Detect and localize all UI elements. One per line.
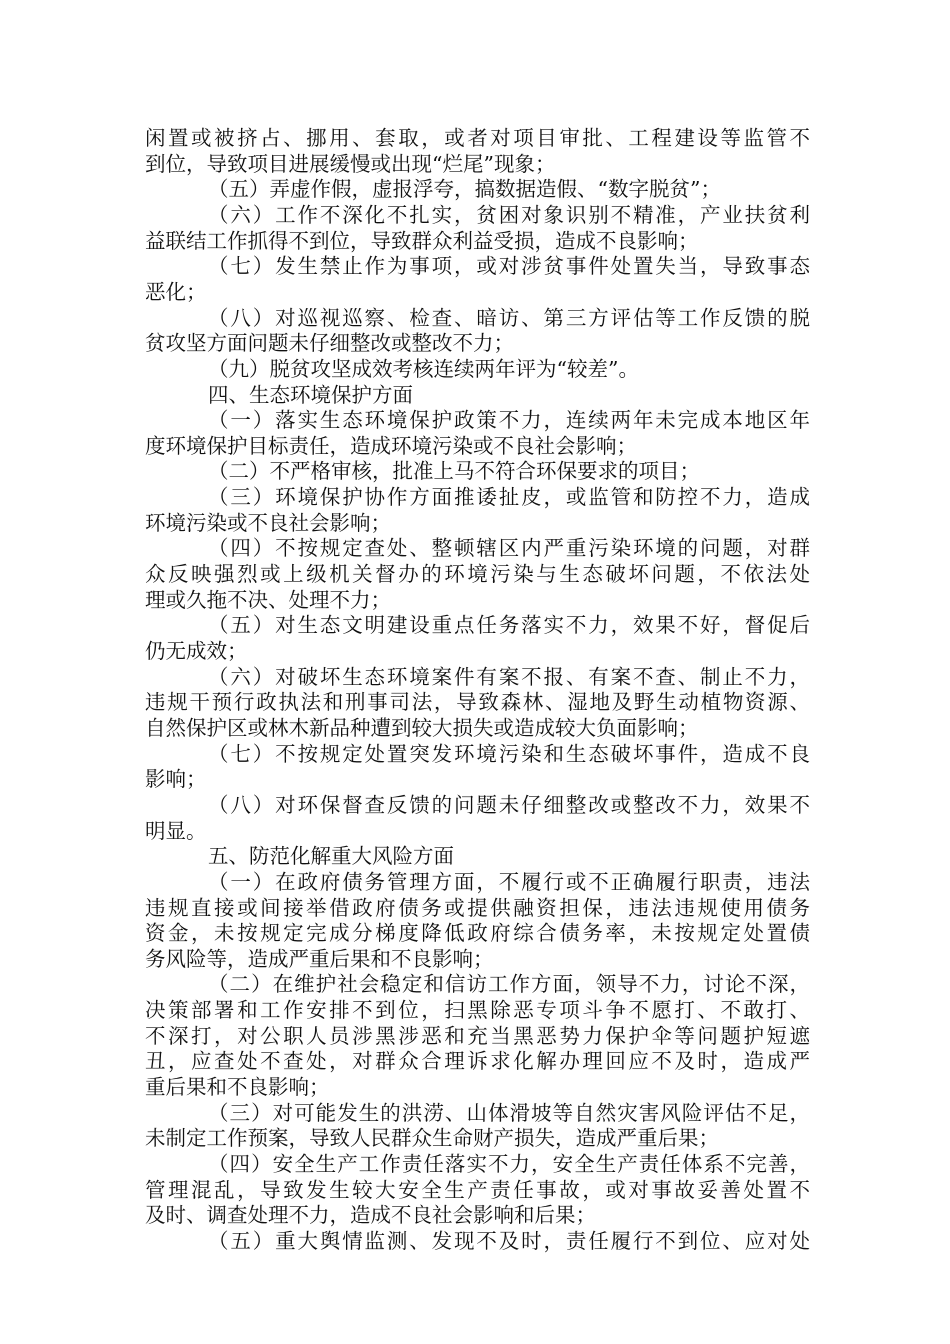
text-line: 环境污染或不良社会影响； (145, 510, 391, 535)
text-line: 理或久拖不决、处理不力； (145, 587, 391, 612)
text-line: （五）重大舆情监测、发现不及时，责任履行不到位、应对处 (208, 1228, 810, 1253)
text-line: 仍无成效； (145, 639, 248, 663)
text-line: （六）工作不深化不扎实，贫困对象识别不精准，产业扶贫利 (208, 202, 810, 227)
text-line: （七）发生禁止作为事项，或对涉贫事件处置失当，导致事态 (208, 254, 810, 279)
text-line: 贫攻坚方面问题未仔细整改或整改不力； (145, 331, 514, 356)
text-line: 丑，应查处不查处，对群众合理诉求化解办理回应不及时，造成严 (145, 1049, 810, 1074)
text-line: 益联结工作抓得不到位，导致群众利益受损，造成不良影响； (145, 228, 699, 253)
text-line: 四、生态环境保护方面 (208, 382, 413, 407)
text-line: 自然保护区或林木新品种遭到较大损失或造成较大负面影响； (145, 715, 699, 740)
text-line: 影响； (145, 767, 207, 792)
text-line: 不深打，对公职人员涉黑涉恶和充当黑恶势力保护伞等问题护短遮 (145, 1023, 810, 1048)
text-line: （九）脱贫攻坚成效考核连续两年评为“较差”。 (208, 356, 639, 381)
text-line: 资金，未按规定完成分梯度降低政府综合债务率，未按规定处置债 (145, 921, 810, 946)
text-line: 到位，导致项目进展缓慢或出现“烂尾”现象； (145, 151, 556, 176)
text-line: 管理混乱，导致发生较大安全生产责任事故，或对事故妥善处置不 (145, 1177, 810, 1202)
text-line: 明显。 (145, 818, 207, 843)
text-line: （一）在政府债务管理方面，不履行或不正确履行职责，违法 (208, 869, 810, 894)
text-line: （八）对环保督查反馈的问题未仔细整改或整改不力，效果不 (208, 792, 810, 817)
text-line: （四）安全生产工作责任落实不力，安全生产责任体系不完善， (208, 1152, 810, 1176)
text-line: （五）弄虚作假，虚报浮夸，搞数据造假、“数字脱贫”； (208, 177, 721, 202)
text-line: 闲置或被挤占、挪用、套取，或者对项目审批、工程建设等监管不 (145, 126, 810, 150)
text-line: （八）对巡视巡察、检查、暗访、第三方评估等工作反馈的脱 (208, 305, 810, 330)
text-line: 及时、调查处理不力，造成不良社会影响和后果； (145, 1203, 596, 1228)
text-line: （七）不按规定处置突发环境污染和生态破坏事件，造成不良 (208, 741, 810, 766)
text-line: （一）落实生态环境保护政策不力，连续两年未完成本地区年 (208, 408, 810, 433)
text-line: 众反映强烈或上级机关督办的环境污染与生态破坏问题，不依法处 (145, 562, 810, 587)
text-line: 未制定工作预案，导致人民群众生命财产损失，造成严重后果； (145, 1126, 719, 1151)
text-line: 违规直接或间接举借政府债务或提供融资担保，违法违规使用债务 (145, 895, 810, 920)
text-line: 重后果和不良影响； (145, 1075, 330, 1100)
text-line: 五、防范化解重大风险方面 (208, 844, 454, 869)
text-line: 违规干预行政执法和刑事司法，导致森林、湿地及野生动植物资源、 (145, 690, 810, 715)
text-line: （三）环境保护协作方面推诿扯皮，或监管和防控不力，造成 (208, 485, 810, 510)
text-line: （六）对破坏生态环境案件有案不报、有案不查、制止不力， (208, 664, 810, 689)
text-line: 度环境保护目标责任，造成环境污染或不良社会影响； (145, 433, 637, 458)
text-line: 决策部署和工作安排不到位，扫黑除恶专项斗争不愿打、不敢打、 (145, 998, 810, 1023)
text-line: （三）对可能发生的洪涝、山体滑坡等自然灾害风险评估不足， (208, 1100, 810, 1125)
text-line: 务风险等，造成严重后果和不良影响； (145, 946, 494, 971)
text-line: （二）在维护社会稳定和信访工作方面，领导不力，讨论不深， (208, 972, 810, 997)
text-line: 恶化； (145, 279, 207, 304)
text-line: （五）对生态文明建设重点任务落实不力，效果不好，督促后 (208, 613, 810, 638)
text-line: （二）不严格审核，批准上马不符合环保要求的项目； (208, 459, 700, 484)
text-line: （四）不按规定查处、整顿辖区内严重污染环境的问题，对群 (208, 536, 810, 561)
